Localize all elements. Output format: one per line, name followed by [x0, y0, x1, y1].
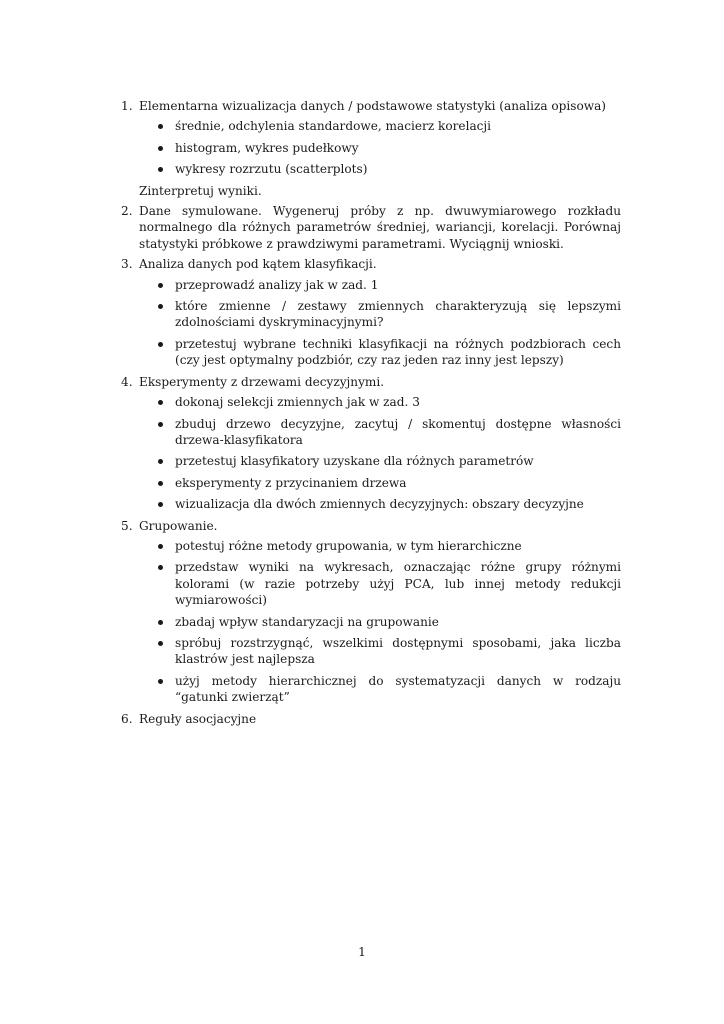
bullet-icon: [158, 679, 163, 684]
bullet-icon: [158, 544, 163, 549]
bullet-icon: [158, 422, 163, 427]
bullet-text: zbadaj wpływ standaryzacji na grupowanie: [175, 614, 439, 629]
bullet-text: spróbuj rozstrzygnąć, wszelkimi dostępnymi sposobami, jaka liczba klastrów jest najlepsza: [175, 635, 621, 667]
bullet-icon: [158, 502, 163, 507]
bullet-icon: [158, 167, 163, 172]
bullet-text: histogram, wykres pudełkowy: [175, 140, 359, 155]
bullet-item: [139, 496, 621, 512]
bullet-item: [139, 161, 621, 177]
task-bullets: [139, 394, 621, 512]
bullet-text: przetestuj klasyfikatory uzyskane dla różnych parametrów: [175, 454, 534, 469]
bullet-text: potestuj różne metody grupowania, w tym hierarchiczne: [175, 538, 522, 553]
task-title: Elementarna wizualizacja danych / podstawowe statystyki (analiza opisowa): [139, 99, 607, 113]
task-bullets: [139, 538, 621, 706]
bullet-item: [139, 453, 621, 469]
task-bullets: [139, 277, 621, 369]
bullet-text: wykresy rozrzutu (scatterplots): [175, 162, 368, 177]
bullet-icon: [158, 400, 163, 405]
task-item-6: [121, 711, 621, 727]
bullet-text: zbuduj drzewo decyzyjne, zacytuj / skomentuj dostępne własności drzewa-klasyfikatora: [175, 416, 621, 447]
bullet-item: [139, 475, 621, 491]
bullet-item: [139, 614, 621, 630]
bullet-item: [139, 277, 621, 293]
bullet-icon: [158, 641, 163, 646]
bullet-icon: [158, 342, 163, 347]
task-title: Dane symulowane. Wygeneruj próby z np. dwuwymiarowego rozkładu normalnego dla różnych parametrów średniej, wariancji, korelacji. Porównaj statystyki próbkowe z prawdziwymi parametrami. Wyciągnij wnioski.: [139, 204, 621, 251]
bullet-item: [139, 140, 621, 156]
bullet-item: [139, 538, 621, 554]
bullet-text: użyj metody hierarchicznej do systematyzacji danych w rodzaju “gatunki zwierząt”: [175, 673, 621, 705]
bullet-text: eksperymenty z przycinaniem drzewa: [175, 475, 407, 490]
task-title: Analiza danych pod kątem klasyfikacji.: [139, 257, 377, 272]
task-list: [121, 98, 621, 731]
bullet-item: [139, 673, 621, 706]
task-number: 5.: [121, 518, 133, 533]
bullet-item: [139, 394, 621, 410]
bullet-icon: [158, 124, 163, 129]
task-number: 1.: [121, 99, 133, 113]
bullet-text: przeprowadź analizy jak w zad. 1: [175, 277, 379, 292]
task-title: Grupowanie.: [139, 518, 218, 533]
bullet-item: [139, 298, 621, 331]
bullet-item: [139, 336, 621, 369]
task-item-2: [121, 203, 621, 252]
bullet-item: [139, 635, 621, 668]
bullet-text: wizualizacja dla dwóch zmiennych decyzyjnych: obszary decyzyjne: [175, 497, 584, 512]
task-title: Reguły asocjacyjne: [139, 711, 257, 726]
bullet-text: przedstaw wyniki na wykresach, oznaczając różne grupy różnymi kolorami (w razie potrzeby użyj PCA, lub innej metody redukcji wymiarowości): [175, 560, 621, 608]
bullet-text: przetestuj wybrane techniki klasyfikacji na różnych podzbiorach cech (czy jest optymalny podzbiór, czy raz jeden raz inny jest lepszy): [175, 336, 621, 368]
task-number: 4.: [121, 374, 133, 389]
bullet-item: [139, 416, 621, 449]
bullet-icon: [158, 304, 163, 309]
task-number: 3.: [121, 257, 133, 272]
page-number: 1: [358, 945, 366, 959]
task-item-5: [121, 518, 621, 706]
bullet-icon: [158, 481, 163, 486]
task-title: Eksperymenty z drzewami decyzyjnymi.: [139, 374, 385, 389]
bullet-icon: [158, 620, 163, 625]
task-bullets: [139, 118, 621, 177]
bullet-icon: [158, 146, 163, 151]
bullet-item: [139, 559, 621, 608]
task-number: 6.: [121, 711, 133, 726]
bullet-text: dokonaj selekcji zmiennych jak w zad. 3: [175, 395, 420, 410]
task-item-1: [121, 98, 621, 199]
bullet-icon: [158, 283, 163, 288]
bullet-text: średnie, odchylenia standardowe, macierz korelacji: [175, 119, 492, 134]
task-item-3: [121, 256, 621, 368]
bullet-text: które zmienne / zestawy zmiennych charakteryzują się lepszymi zdolnościami dyskryminacyjnymi?: [175, 299, 621, 330]
task-note: Zinterpretuj wyniki.: [139, 183, 262, 198]
task-item-4: [121, 374, 621, 513]
bullet-item: [139, 118, 621, 134]
bullet-icon: [158, 459, 163, 464]
task-number: 2.: [121, 204, 133, 219]
bullet-icon: [158, 565, 163, 570]
